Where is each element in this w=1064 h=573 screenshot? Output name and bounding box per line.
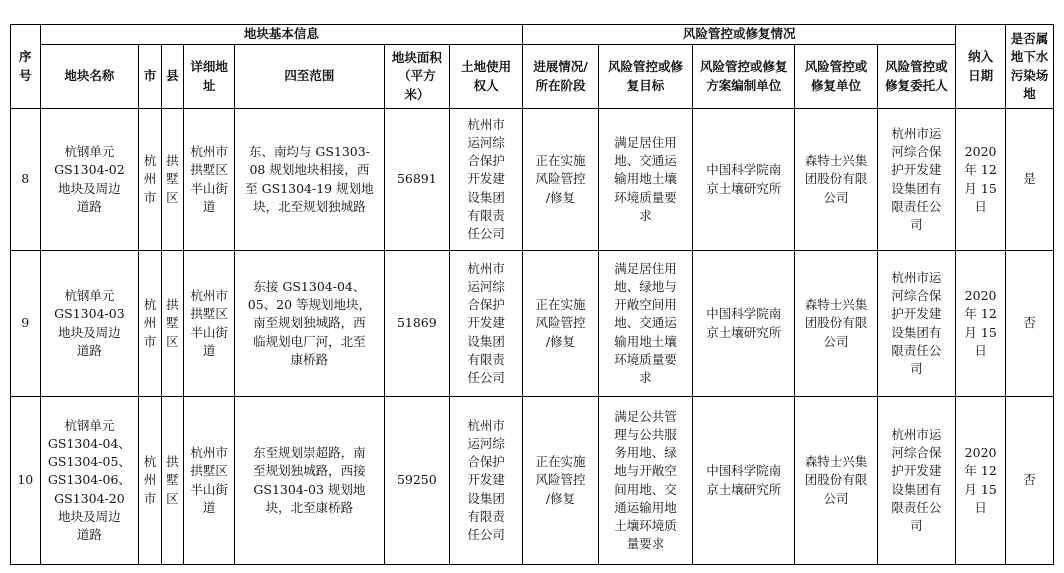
header-groundwater: 是否属 地下水 污染场 地 [1006, 25, 1054, 109]
cell-plan-unit: 中国科学院南 京土壤研究所 [693, 109, 795, 251]
header-group-basic: 地块基本信息 [40, 25, 523, 45]
cell-progress: 正在实施 风险管控 /修复 [523, 109, 598, 251]
header-boundary: 四至范围 [235, 45, 385, 109]
cell-client: 杭州市运 河综合保 护开发建 设集团有 限责任公 司 [877, 109, 955, 251]
cell-area: 51869 [384, 251, 449, 397]
header-plan-unit: 风险管控或修复 方案编制单位 [693, 45, 795, 109]
cell-boundary: 东接 GS1304-04、 05、20 等规划地块， 南至规划独城路，西 临规划电厂河，北至 康桥路 [235, 251, 385, 397]
cell-groundwater: 否 [1006, 397, 1054, 565]
cell-land-user: 杭州市 运河综 合保护 开发建 设集团 有限责 任公司 [449, 109, 522, 251]
cell-city: 杭 州 市 [139, 109, 161, 251]
table-header [11, 25, 1054, 109]
table-row [11, 109, 1054, 251]
cell-plot-name: 杭钢单元 GS1304-03 地块及周边 道路 [40, 251, 139, 397]
cell-city: 杭 州 市 [139, 251, 161, 397]
cell-inclusion-date: 2020 年 12 月 15 日 [956, 109, 1006, 251]
header-inclusion-date: 纳入 日期 [956, 25, 1006, 109]
cell-boundary: 东、南均与 GS1303- 08 规划地块相接，西 至 GS1304-19 规划地 块，北至规划独城路 [235, 109, 385, 251]
header-exec-unit: 风险管控或 修复单位 [795, 45, 877, 109]
cell-plot-name: 杭钢单元 GS1304-02 地块及周边 道路 [40, 109, 139, 251]
cell-county: 拱 墅 区 [161, 109, 183, 251]
table-row [11, 251, 1054, 397]
header-plot-name: 地块名称 [40, 45, 139, 109]
header-group-risk: 风险管控或修复情况 [523, 25, 956, 45]
cell-area: 56891 [384, 109, 449, 251]
cell-boundary: 东至规划崇超路，南 至规划独城路，西接 GS1304-03 规划地 块，北至康桥路 [235, 397, 385, 565]
cell-address: 杭州市 拱墅区 半山街 道 [184, 109, 235, 251]
cell-address: 杭州市 拱墅区 半山街 道 [184, 397, 235, 565]
header-address: 详细地 址 [184, 45, 235, 109]
cell-target: 满足公共管 理与公共服 务用地、绿 地与开敞空 间用地、交 通运输用地 土壤环境质 量要求 [598, 397, 693, 565]
header-seq: 序 号 [11, 25, 41, 109]
cell-seq: 9 [11, 251, 41, 397]
cell-client: 杭州市运 河综合保 护开发建 设集团有 限责任公 司 [877, 397, 955, 565]
table-row [11, 397, 1054, 565]
cell-target: 满足居住用 地、交通运 输用地土壤 环境质量要 求 [598, 109, 693, 251]
cell-progress: 正在实施 风险管控 /修复 [523, 251, 598, 397]
cell-target: 满足居住用 地、绿地与 开敞空间用 地、交通运 输用地土壤 环境质量要 求 [598, 251, 693, 397]
cell-seq: 10 [11, 397, 41, 565]
cell-inclusion-date: 2020 年 12 月 15 日 [956, 251, 1006, 397]
cell-city: 杭 州 市 [139, 397, 161, 565]
cell-exec-unit: 森特士兴集 团股份有限 公司 [795, 397, 877, 565]
header-county: 县 [161, 45, 183, 109]
cell-progress: 正在实施 风险管控 /修复 [523, 397, 598, 565]
cell-groundwater: 是 [1006, 109, 1054, 251]
header-area: 地块面积 （平方 米） [384, 45, 449, 109]
header-client: 风险管控或 修复委托人 [877, 45, 955, 109]
contaminated-site-table [10, 24, 1054, 565]
header-land-user: 土地使用 权人 [449, 45, 522, 109]
cell-area: 59250 [384, 397, 449, 565]
cell-plan-unit: 中国科学院南 京土壤研究所 [693, 397, 795, 565]
cell-groundwater: 否 [1006, 251, 1054, 397]
cell-address: 杭州市 拱墅区 半山街 道 [184, 251, 235, 397]
header-progress: 进展情况/ 所在阶段 [523, 45, 598, 109]
cell-plan-unit: 中国科学院南 京土壤研究所 [693, 251, 795, 397]
table-body [11, 109, 1054, 565]
cell-land-user: 杭州市 运河综 合保护 开发建 设集团 有限责 任公司 [449, 397, 522, 565]
header-city: 市 [139, 45, 161, 109]
cell-county: 拱 墅 区 [161, 397, 183, 565]
cell-client: 杭州市运 河综合保 护开发建 设集团有 限责任公 司 [877, 251, 955, 397]
cell-exec-unit: 森特士兴集 团股份有限 公司 [795, 109, 877, 251]
cell-inclusion-date: 2020 年 12 月 15 日 [956, 397, 1006, 565]
cell-seq: 8 [11, 109, 41, 251]
cell-land-user: 杭州市 运河综 合保护 开发建 设集团 有限责 任公司 [449, 251, 522, 397]
cell-exec-unit: 森特士兴集 团股份有限 公司 [795, 251, 877, 397]
cell-plot-name: 杭钢单元 GS1304-04、 GS1304-05、 GS1304-06、 GS1304-20 地块及周边 道路 [40, 397, 139, 565]
cell-county: 拱 墅 区 [161, 251, 183, 397]
header-target: 风险管控或修 复目标 [598, 45, 693, 109]
